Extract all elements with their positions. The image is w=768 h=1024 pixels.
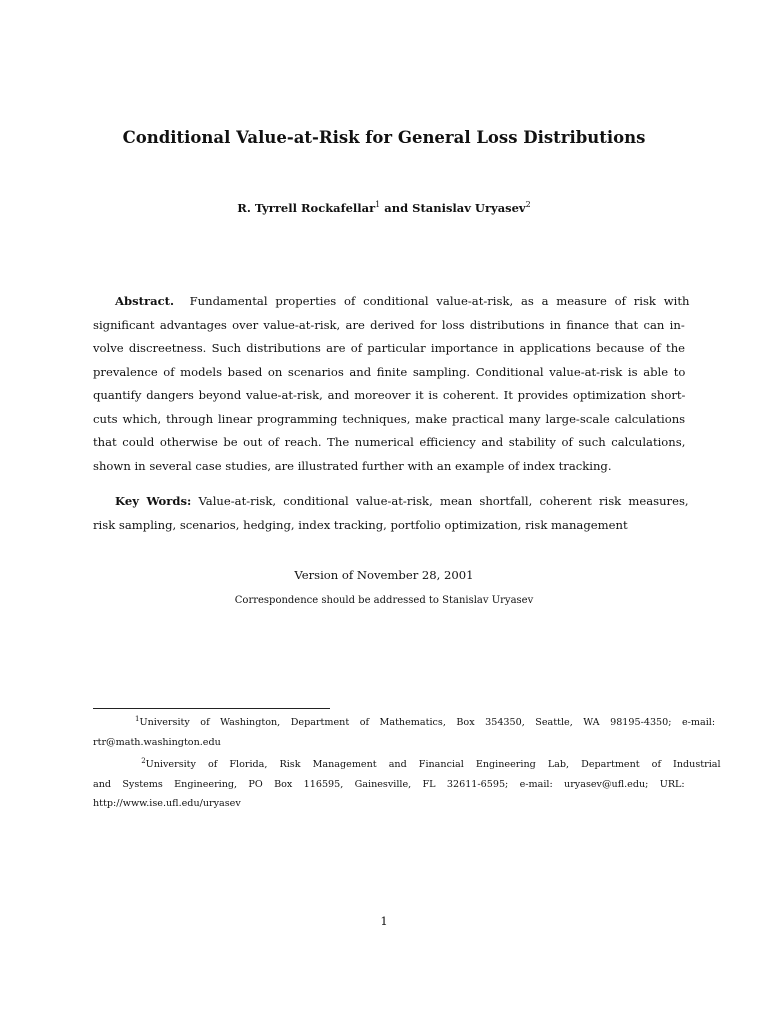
abstract-line [93,290,690,314]
abstract [93,290,690,478]
footnote-2-line: and Systems Engineering, PO Box 116595, Gainesville, FL 32611-6595; e-mail: uryasev@ufl.edu; URL: [93,778,685,790]
keywords-line [93,490,689,514]
footnote-2 [93,752,721,775]
footnote-1-text: University of Washington, Department of Mathematics, Box 354350, Seattle, WA 98195-4350; e-mail: [139,717,716,728]
abstract-line-text: Fundamental properties of conditional value-at-risk, as a measure of risk with [189,294,690,308]
footnote-2-mark: 2 [141,757,146,765]
correspondence-note: Correspondence should be addressed to Stanislav Uryasev [234,595,534,606]
abstract-label: Abstract. [115,294,175,308]
footnote-1 [93,710,716,733]
abstract-line: shown in several case studies, are illustrated further with an example of index tracking. [93,458,612,473]
footnotes [93,710,721,814]
keywords [93,490,689,537]
paper-title: Conditional Value-at-Risk for General Loss Distributions [122,128,646,147]
author-connector: and [384,201,409,215]
author-2-footnote-mark: 2 [525,200,531,209]
footnote-2-text: University of Florida, Risk Management and Financial Engineering Lab, Department of Industrial [145,759,721,770]
author-line [0,200,768,215]
footnote-divider [93,708,330,709]
abstract-line: significant advantages over value-at-risk, are derived for loss distributions in finance that can in- [93,317,685,332]
version-date: Version of November 28, 2001 [294,568,474,582]
abstract-line: volve discreetness. Such distributions are of particular importance in applications because of the [93,341,686,355]
abstract-line: that could otherwise be out of reach. The numerical efficiency and stability of such calculations, [93,435,686,449]
abstract-line: cuts which, through linear programming techniques, make practical many large-scale calculations [93,411,686,426]
author-1-name: R. Tyrrell Rockafellar [237,201,376,215]
page-number: 1 [380,914,388,928]
abstract-line: prevalence of models based on scenarios and finite sampling. Conditional value-at-risk is able to [93,364,686,379]
keywords-line-text: Value-at-risk, conditional value-at-risk, mean shortfall, coherent risk measures, [198,494,689,508]
author-2-name: Stanislav Uryasev [412,201,526,215]
footnote-1-email[interactable]: rtr@math.washington.edu [93,736,221,748]
keywords-label: Key Words: [115,494,192,508]
footnote-2-url[interactable]: http://www.ise.ufl.edu/uryasev [93,798,241,809]
footnote-1-mark: 1 [135,715,140,723]
keywords-line: risk sampling, scenarios, hedging, index tracking, portfolio optimization, risk management [93,517,628,532]
author-1-footnote-mark: 1 [375,200,381,209]
abstract-line: quantify dangers beyond value-at-risk, and moreover it is coherent. It provides optimization short- [93,388,686,402]
